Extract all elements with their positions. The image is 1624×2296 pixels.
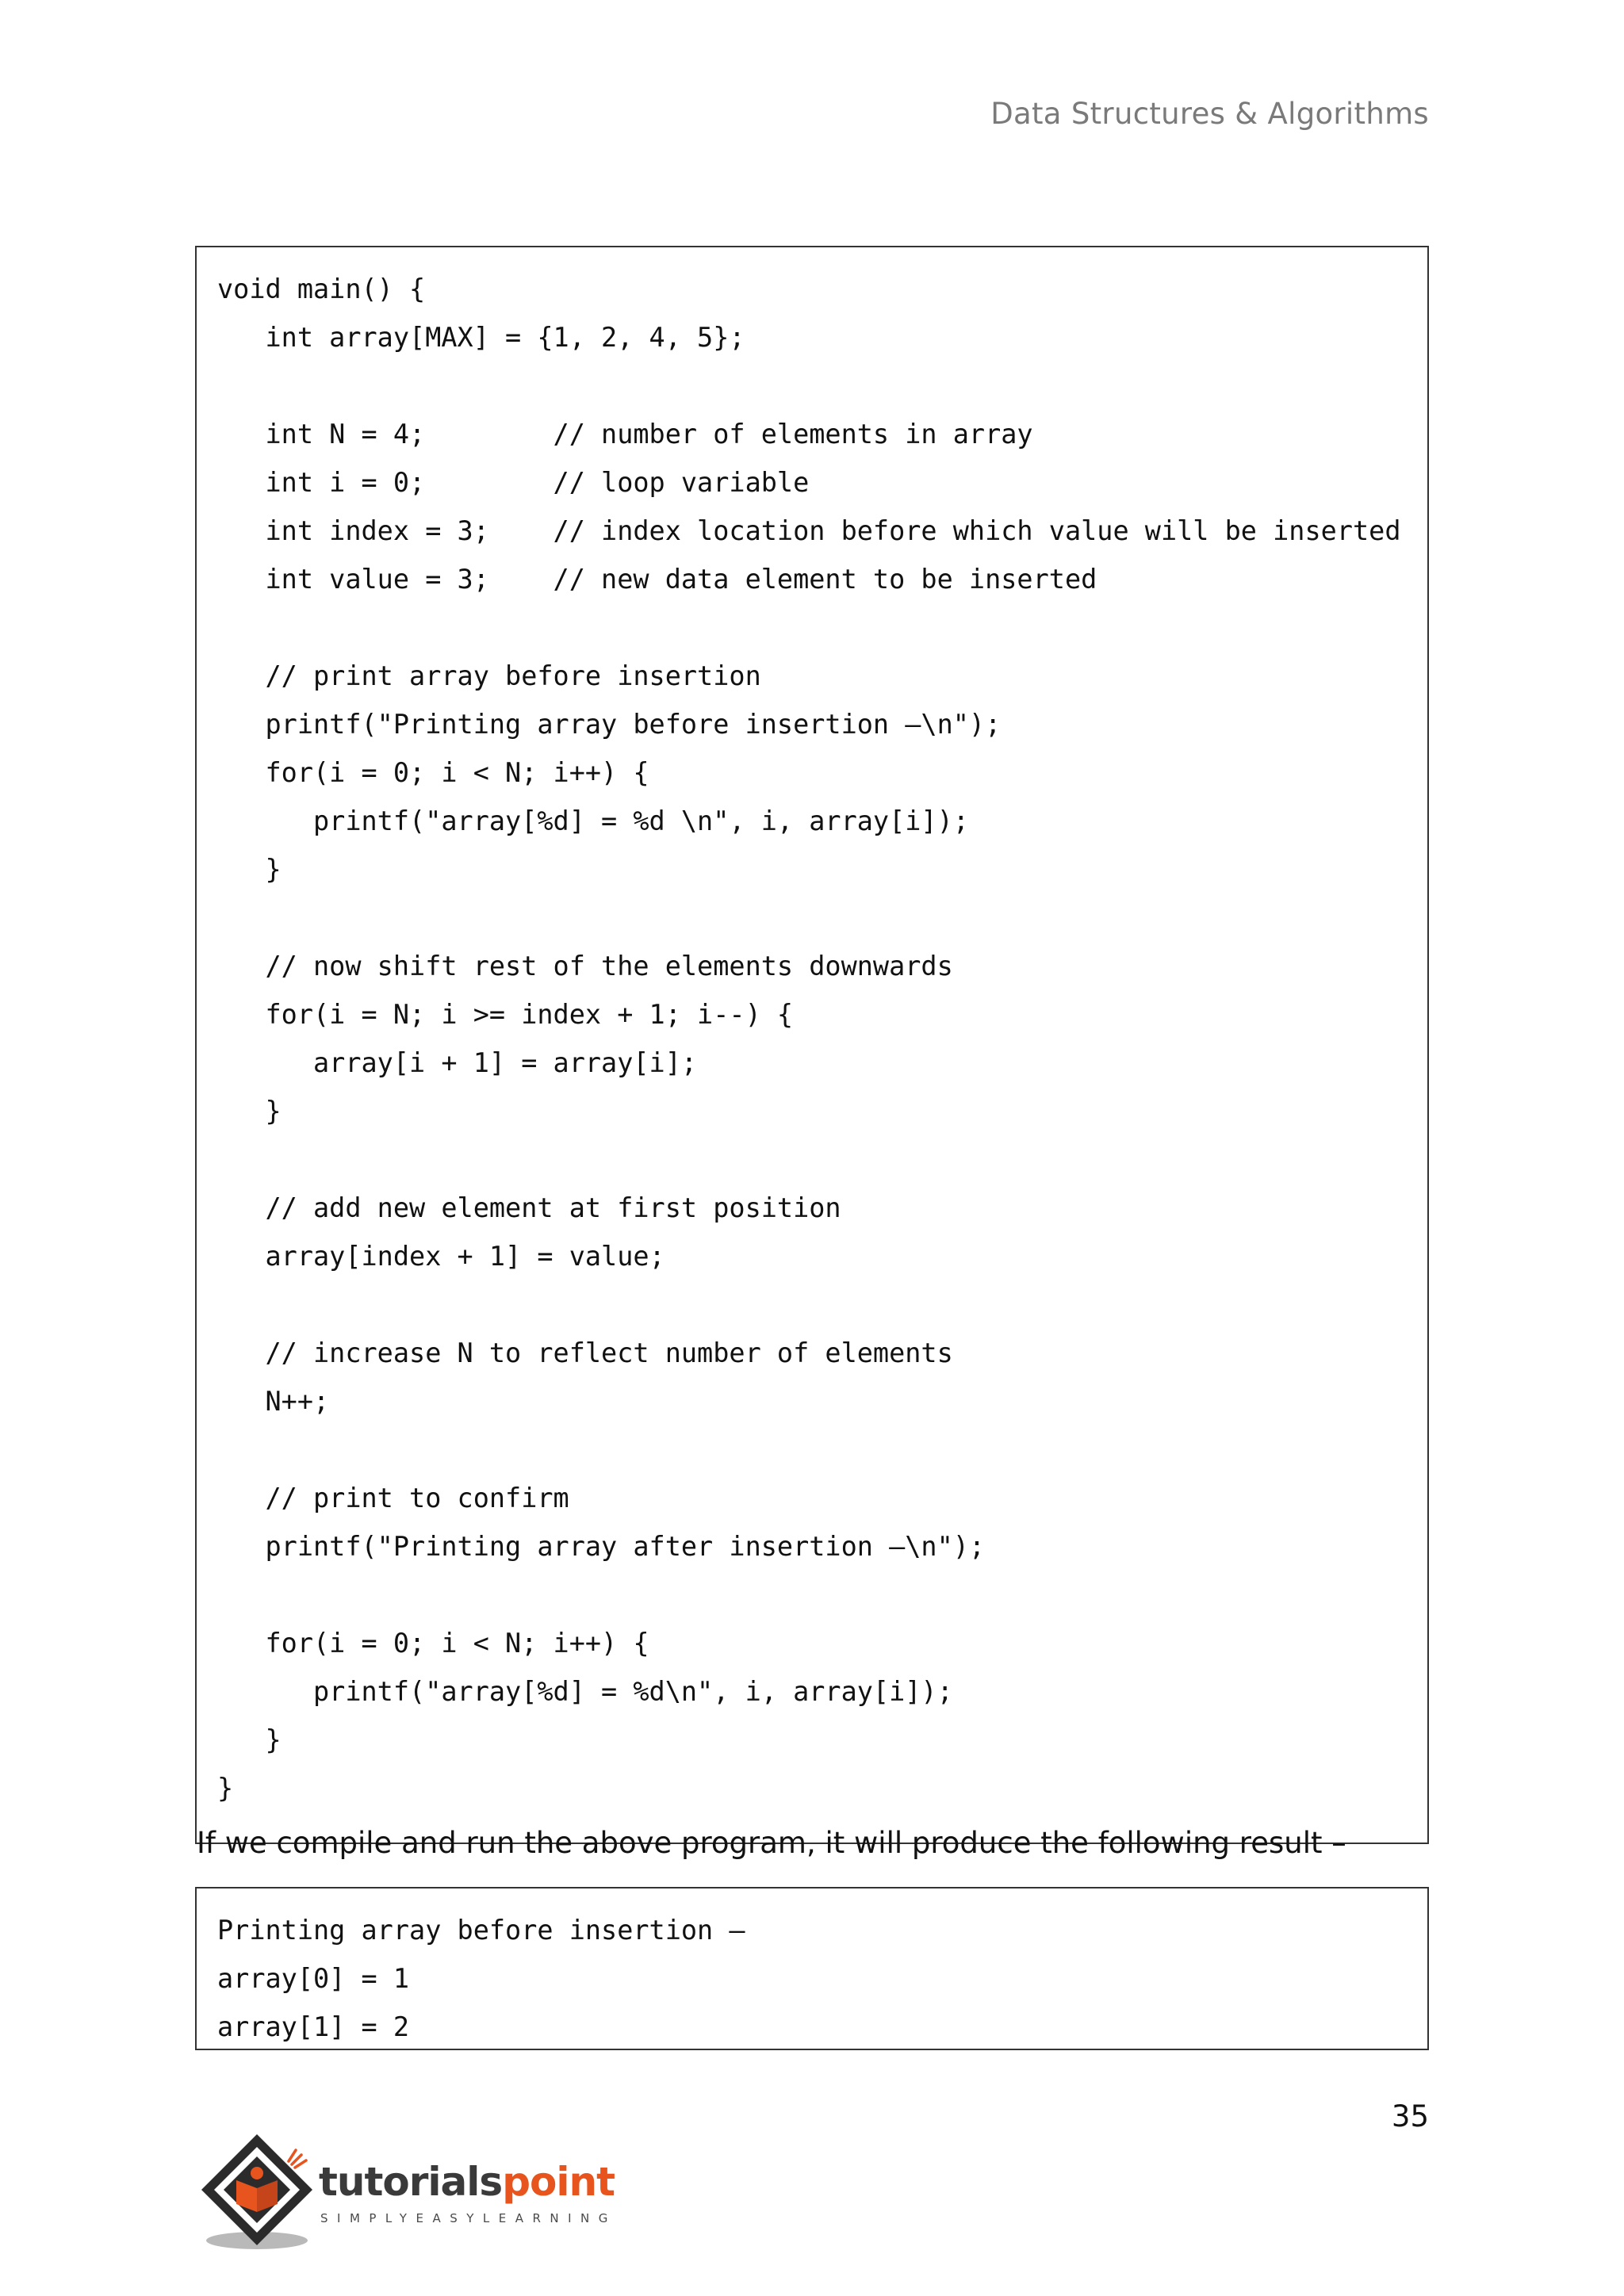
code-line: printf("array[%d] = %d \n", i, array[i]); [217, 806, 969, 836]
code-line: } [217, 1724, 282, 1755]
code-line [217, 612, 233, 643]
page-number: 35 [1391, 2099, 1429, 2133]
logo-emblem-icon [193, 2130, 320, 2256]
code-line: // now shift rest of the elements downwards [217, 951, 953, 982]
code-line: // print array before insertion [217, 660, 761, 691]
body-paragraph: If we compile and run the above program, it will produce the following result – [197, 1826, 1346, 1860]
code-line: } [217, 1096, 282, 1127]
code-line: // add new element at first position [217, 1192, 841, 1223]
code-block-program [195, 246, 1429, 1844]
code-line: int array[MAX] = {1, 2, 4, 5}; [217, 322, 745, 353]
code-line: // increase N to reflect number of elements [217, 1337, 953, 1368]
code-line: array[index + 1] = value; [217, 1241, 665, 1272]
code-line: // print to confirm [217, 1483, 569, 1513]
code-line: array[i + 1] = array[i]; [217, 1047, 698, 1078]
code-line: void main() { [217, 274, 426, 304]
code-line [217, 370, 233, 401]
code-line: printf("Printing array before insertion –\n"); [217, 709, 1002, 740]
code-line: N++; [217, 1386, 330, 1417]
output-text [217, 1906, 1427, 2051]
code-line: int N = 4; // number of elements in array [217, 419, 1033, 450]
code-line: int index = 3; // index location before which value will be inserted [217, 515, 1401, 546]
code-line [217, 1144, 233, 1175]
code-line: } [217, 854, 282, 885]
tutorialspoint-logo [193, 2130, 617, 2260]
code-text [217, 265, 1427, 1812]
code-line [217, 1579, 233, 1610]
output-line: array[0] = 1 [217, 1963, 410, 1994]
code-line: for(i = 0; i < N; i++) { [217, 757, 649, 788]
code-line: int i = 0; // loop variable [217, 467, 810, 498]
code-line: for(i = 0; i < N; i++) { [217, 1628, 649, 1659]
running-header: Data Structures & Algorithms [990, 97, 1429, 131]
logo-wordmark: tutorialspoint [319, 2159, 615, 2205]
code-line: int value = 3; // new data element to be inserted [217, 564, 1097, 595]
output-line: Printing array before insertion – [217, 1915, 745, 1946]
code-line: printf("array[%d] = %d\n", i, array[i]); [217, 1676, 953, 1707]
code-line [217, 902, 233, 933]
code-line [217, 1434, 233, 1465]
code-line: } [217, 1773, 234, 1804]
code-line [217, 1289, 233, 1320]
code-line: for(i = N; i >= index + 1; i--) { [217, 999, 794, 1030]
code-line: printf("Printing array after insertion –\n"); [217, 1531, 986, 1562]
logo-tagline: SIMPLYEASYLEARNING [320, 2211, 617, 2225]
code-block-output [195, 1887, 1429, 2050]
output-line: array[1] = 2 [217, 2011, 410, 2042]
